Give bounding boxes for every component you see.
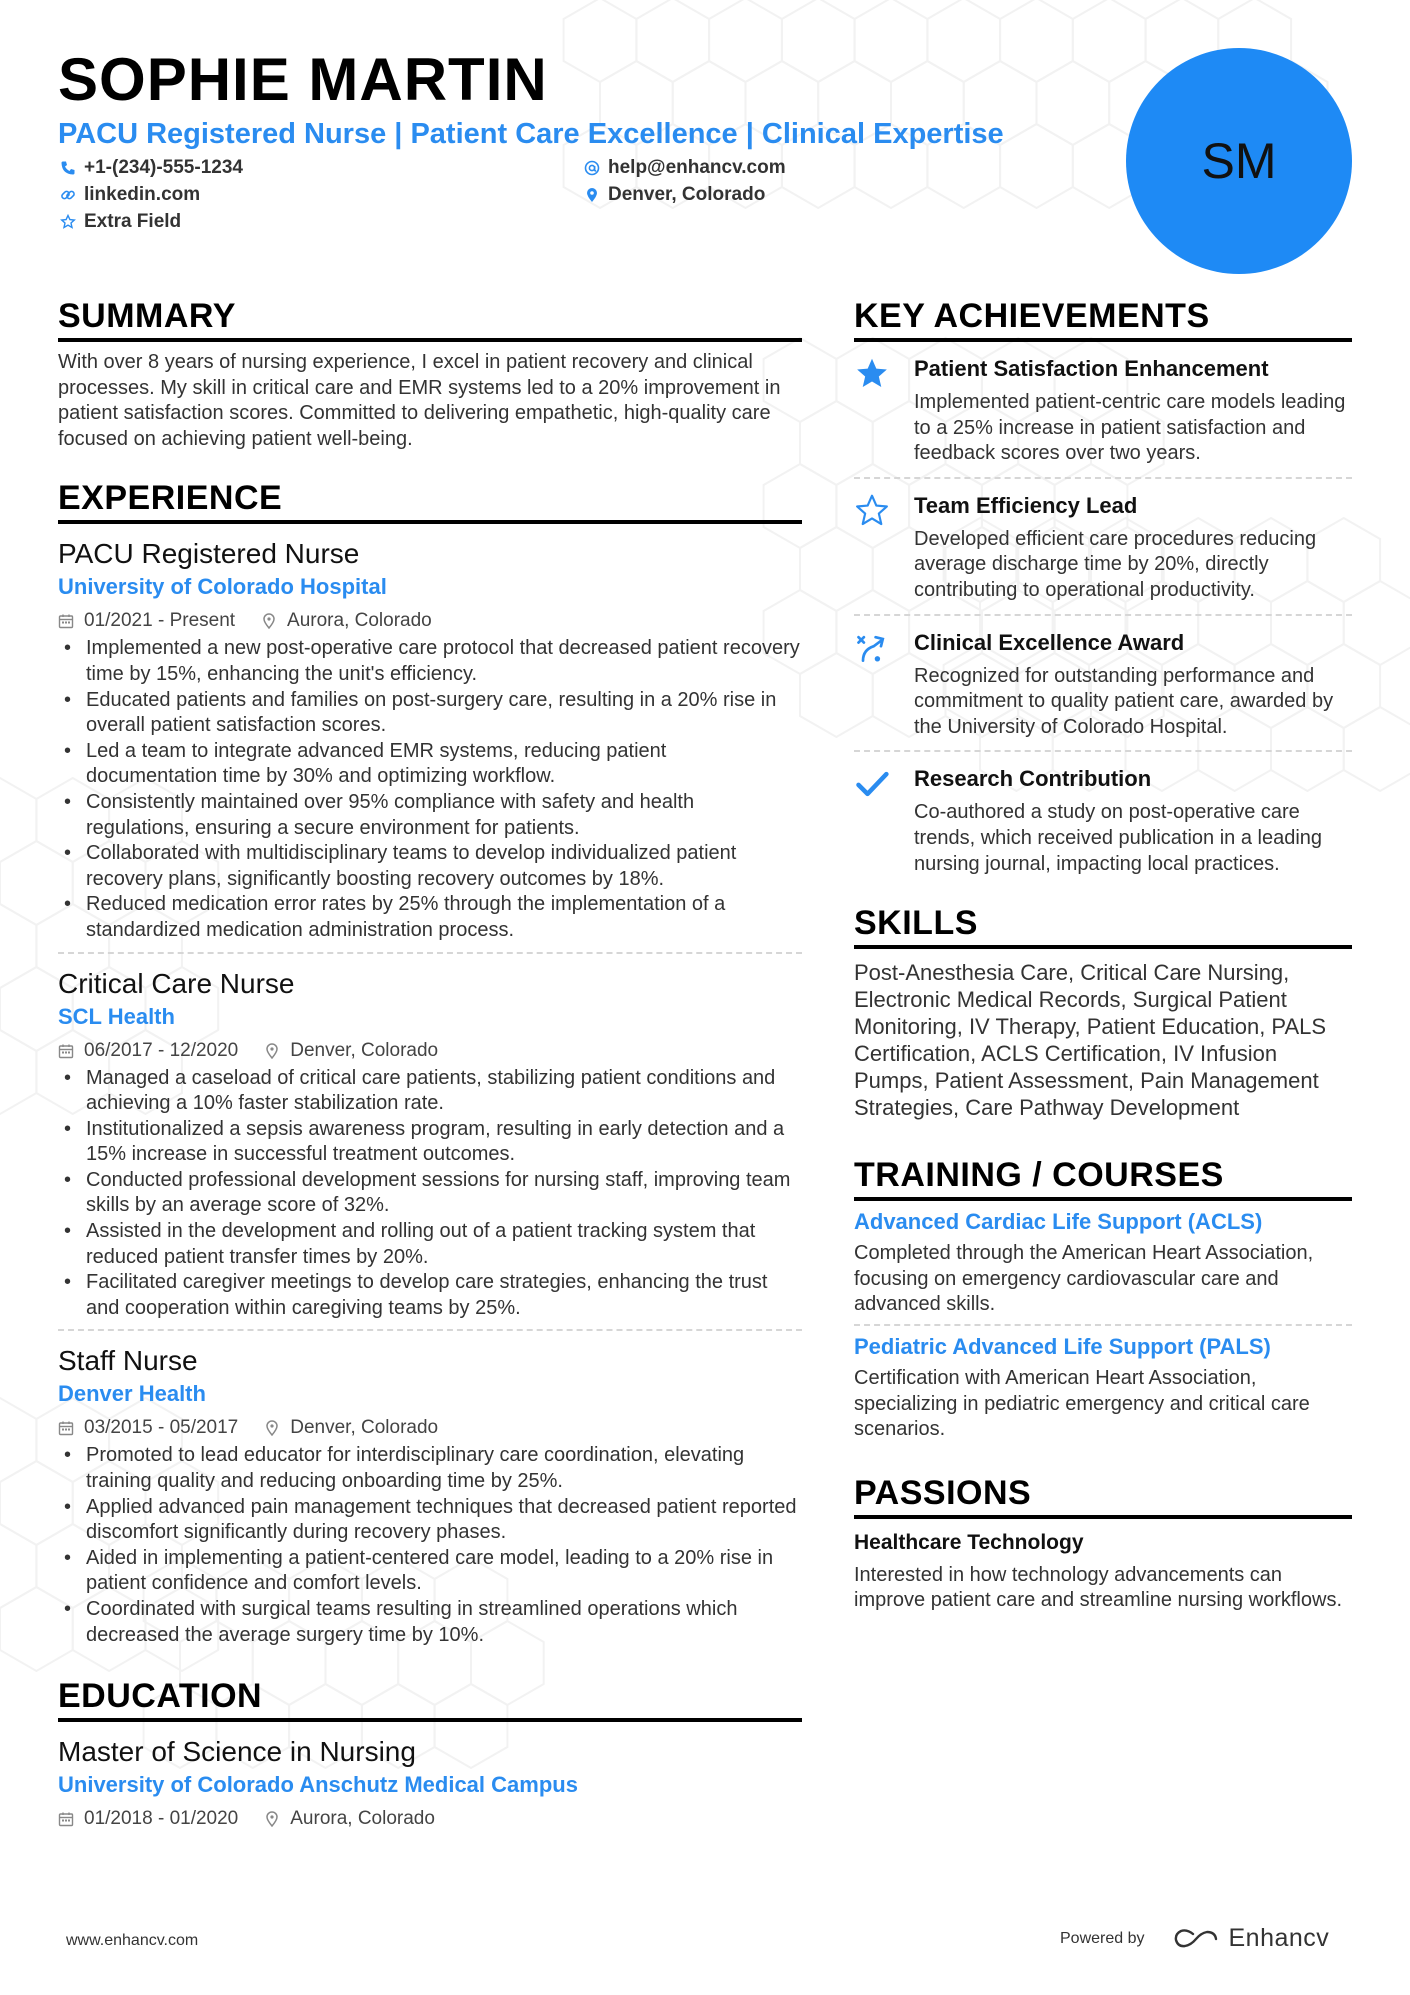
- achievement-desc: Recognized for outstanding performance and commitment to quality patient care, awarded by the University of Colorado Hospital.: [914, 664, 1334, 738]
- phone-text: +1-(234)-555-1234: [84, 157, 243, 178]
- achievement-body: [914, 628, 1352, 741]
- education-location: Aurora, Colorado: [290, 1808, 435, 1830]
- footer-website[interactable]: www.enhancv.com: [66, 1932, 199, 1949]
- passions-heading: PASSIONS: [854, 1473, 1352, 1519]
- passion-title: Healthcare Technology: [854, 1530, 1084, 1554]
- experience-list: [58, 524, 802, 1648]
- education-dates: 01/2018 - 01/2020: [84, 1808, 239, 1830]
- achievement-desc: Co-authored a study on post-operative care trends, which received publication in a leading nursing journal, impacting local practices.: [914, 801, 1323, 875]
- experience-entry: [58, 954, 802, 1332]
- achievement-desc: Developed efficient care procedures reducing average discharge time by 20%, directly contributing to operational productivity.: [914, 527, 1317, 601]
- experience-entry: [58, 1331, 802, 1648]
- summary-text: With over 8 years of nursing experience, I excel in patient recovery and clinical processes. My skill in critical care and EMR systems led to a 20% improvement in patient satisfaction scores. Committed to delivering empathetic, high-quality care focused on achieving patient well-being.: [58, 351, 781, 450]
- job-dates: 06/2017 - 12/2020: [84, 1039, 239, 1061]
- bullet-item: • Institutionalized a sepsis awareness program, resulting in early detection and a 15% increase in successful treatment outcomes.: [58, 1117, 802, 1168]
- candidate-name: SOPHIE MARTIN: [58, 46, 548, 113]
- footer-branding[interactable]: [1060, 1924, 1329, 1953]
- job-bullets: [58, 1066, 802, 1322]
- degree-title: Master of Science in Nursing: [58, 1736, 416, 1768]
- calendar-icon: [58, 613, 74, 629]
- bullet-item: • Led a team to integrate advanced EMR systems, reducing patient documentation time by 30% and optimizing workflow.: [58, 739, 802, 790]
- bullet-item: • Assisted in the development and rolling out of a patient tracking system that reduced patient transfer times by 20%.: [58, 1219, 802, 1270]
- star-outline-icon: [854, 491, 894, 604]
- linkedin-text: linkedin.com: [84, 184, 201, 205]
- achievement-body: [914, 491, 1352, 604]
- location-text: Denver, Colorado: [608, 184, 766, 205]
- achievement-item: [854, 479, 1352, 604]
- education-meta: [58, 1806, 802, 1832]
- achievement-title: Clinical Excellence Award: [914, 629, 1185, 655]
- education-entry: [58, 1722, 802, 1832]
- bullet-item: • Facilitated caregiver meetings to develop care strategies, enhancing the trust and cooperation within caregiving teams by 25%.: [58, 1270, 802, 1321]
- location-contact: [584, 182, 765, 208]
- avatar: [1126, 48, 1352, 274]
- location-pin-icon: [584, 187, 600, 203]
- skills-heading: SKILLS: [854, 903, 1352, 949]
- location-pin-icon: [264, 1420, 280, 1436]
- bullet-item: • Conducted professional development sessions for nursing staff, improving team skills by an average score of 32%.: [58, 1168, 802, 1219]
- achievement-title: Team Efficiency Lead: [914, 492, 1138, 518]
- course-title: Advanced Cardiac Life Support (ACLS): [854, 1209, 1263, 1235]
- job-dates: 03/2015 - 05/2017: [84, 1417, 239, 1439]
- training-section: [854, 1155, 1352, 1443]
- location-pin-icon: [264, 1043, 280, 1059]
- phone-contact[interactable]: [60, 155, 243, 181]
- job-location: Denver, Colorado: [290, 1417, 439, 1439]
- job-title: PACU Registered Nurse: [58, 538, 360, 570]
- bullet-item: • Aided in implementing a patient-centered care model, leading to a 20% rise in patient confidence and comfort levels.: [58, 1546, 802, 1597]
- summary-heading: SUMMARY: [58, 296, 802, 342]
- achievement-item: [854, 342, 1352, 467]
- company-name: Denver Health: [58, 1381, 206, 1407]
- course-item: [854, 1326, 1352, 1443]
- job-dates: 01/2021 - Present: [84, 610, 236, 632]
- bullet-item: • Implemented a new post-operative care protocol that decreased patient recovery time by 15%, enhancing the unit's efficiency.: [58, 636, 802, 687]
- achievement-item: [854, 752, 1352, 877]
- bullet-item: • Managed a caseload of critical care patients, stabilizing patient conditions and achieving a 10% faster stabilization rate.: [58, 1066, 802, 1117]
- achievements-list: [854, 342, 1352, 877]
- achievements-heading: KEY ACHIEVEMENTS: [854, 296, 1352, 342]
- skills-text: Post-Anesthesia Care, Critical Care Nursing, Electronic Medical Records, Surgical Patient Monitoring, IV Therapy, Patient Education, PALS Certification, ACLS Certification, IV Infusion Pumps, Patient Assessment, Pain Management Strategies, Care Pathway Development: [854, 960, 1327, 1121]
- right-column: [854, 296, 1352, 1614]
- experience-entry: [58, 524, 802, 953]
- experience-heading: EXPERIENCE: [58, 478, 802, 524]
- job-meta: [58, 608, 802, 634]
- job-bullets: [58, 1443, 802, 1648]
- company-name: University of Colorado Hospital: [58, 574, 387, 600]
- location-pin-icon: [261, 613, 277, 629]
- training-heading: TRAINING / COURSES: [854, 1155, 1352, 1201]
- course-desc: Certification with American Heart Association, specializing in pediatric emergency and critical care scenarios.: [854, 1366, 1310, 1441]
- at-icon: [584, 160, 600, 176]
- achievement-body: [914, 354, 1352, 467]
- bullet-item: • Promoted to lead educator for interdisciplinary care coordination, elevating training quality and reducing onboarding time by 25%.: [58, 1443, 802, 1494]
- passion-desc: Interested in how technology advancements can improve patient care and streamline nursing workflows.: [854, 1563, 1342, 1612]
- bullet-item: • Consistently maintained over 95% compliance with safety and health regulations, ensuring a secure environment for patients.: [58, 790, 802, 841]
- email-text: help@enhancv.com: [608, 157, 786, 178]
- skills-section: [854, 903, 1352, 1121]
- email-contact[interactable]: [584, 155, 786, 181]
- job-bullets: [58, 636, 802, 943]
- bullet-item: • Reduced medication error rates by 25% through the implementation of a standardized medication administration process.: [58, 892, 802, 943]
- job-title: Staff Nurse: [58, 1345, 198, 1377]
- school-name: University of Colorado Anschutz Medical Campus: [58, 1772, 578, 1798]
- course-desc: Completed through the American Heart Association, focusing on emergency cardiovascular care and advanced skills.: [854, 1242, 1314, 1316]
- phone-icon: [60, 160, 76, 176]
- company-name: SCL Health: [58, 1003, 175, 1029]
- job-meta: [58, 1415, 802, 1441]
- linkedin-contact[interactable]: [60, 182, 200, 208]
- job-title: Critical Care Nurse: [58, 967, 295, 999]
- avatar-initials: SM: [1201, 133, 1277, 189]
- link-icon: [60, 187, 76, 203]
- bullet-item: • Collaborated with multidisciplinary teams to develop individualized patient recovery plans, significantly boosting recovery outcomes by 18%.: [58, 841, 802, 892]
- bullet-item: • Coordinated with surgical teams resulting in streamlined operations which decreased the average surgery time by 10%.: [58, 1597, 802, 1648]
- extra-field-contact: [60, 209, 181, 235]
- bullet-item: • Educated patients and families on post-surgery care, resulting in a 20% rise in overall patient satisfaction scores.: [58, 688, 802, 739]
- passion-item: [854, 1519, 1352, 1614]
- location-pin-icon: [264, 1811, 280, 1827]
- achievements-section: [854, 296, 1352, 877]
- enhancv-logo-icon: [1173, 1928, 1219, 1950]
- education-section: [58, 1676, 802, 1832]
- job-location: Aurora, Colorado: [287, 610, 432, 632]
- achievement-title: Research Contribution: [914, 766, 1152, 792]
- calendar-icon: [58, 1420, 74, 1436]
- calendar-icon: [58, 1043, 74, 1059]
- powered-by-text: Powered by: [1060, 1929, 1145, 1947]
- training-list: [854, 1201, 1352, 1443]
- star-filled-icon: [854, 354, 894, 467]
- achievement-body: [914, 764, 1352, 877]
- strategy-icon: [854, 628, 894, 741]
- education-heading: EDUCATION: [58, 1676, 802, 1722]
- achievement-desc: Implemented patient-centric care models leading to a 25% increase in patient satisfaction and feedback scores over two years.: [914, 391, 1346, 465]
- checkmark-icon: [854, 764, 894, 877]
- passions-section: [854, 1473, 1352, 1614]
- star-outline-icon: [60, 214, 76, 230]
- summary-section: [58, 296, 802, 452]
- experience-section: [58, 478, 802, 1648]
- brand-name: Enhancv: [1228, 1924, 1330, 1952]
- course-title: Pediatric Advanced Life Support (PALS): [854, 1333, 1271, 1359]
- course-item: [854, 1201, 1352, 1318]
- left-column: [58, 296, 802, 1832]
- bullet-item: • Applied advanced pain management techniques that decreased patient reported discomfort significantly during recovery phases.: [58, 1495, 802, 1546]
- achievement-title: Patient Satisfaction Enhancement: [914, 356, 1269, 381]
- job-meta: [58, 1038, 802, 1064]
- job-location: Denver, Colorado: [290, 1039, 439, 1061]
- calendar-icon: [58, 1811, 74, 1827]
- candidate-tagline: PACU Registered Nurse | Patient Care Excellence | Clinical Expertise: [58, 118, 1004, 150]
- achievement-item: [854, 616, 1352, 741]
- extra-field-text: Extra Field: [84, 211, 182, 232]
